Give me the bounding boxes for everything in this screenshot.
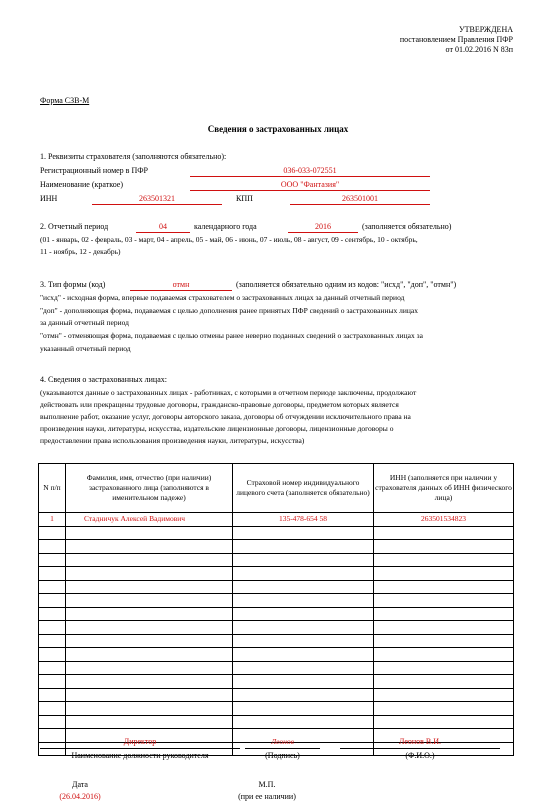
header-number: N п/п <box>39 464 66 513</box>
row-fio-cell <box>66 540 233 554</box>
document-title: Сведения о застрахованных лицах <box>207 124 349 134</box>
row-snils-cell <box>233 634 374 648</box>
row-snils-cell <box>233 607 374 621</box>
row-number-cell <box>39 540 66 554</box>
table-row <box>39 688 514 702</box>
table-row <box>39 675 514 689</box>
position-value: Директор <box>123 737 157 746</box>
row-fio-cell: Стадничук Алексей Вадимович <box>66 513 233 527</box>
row-number-cell <box>39 661 66 675</box>
row-fio-cell <box>66 607 233 621</box>
position-line <box>40 748 240 749</box>
row-fio-cell <box>66 580 233 594</box>
stamp-note: (при ее наличии) <box>238 792 296 801</box>
table-row <box>39 540 514 554</box>
reg-number-label: Регистрационный номер в ПФР <box>40 166 148 175</box>
inn-value: 263501321 <box>92 194 222 205</box>
inn-label: ИНН <box>40 194 58 203</box>
row-snils-cell <box>233 675 374 689</box>
months-line-2: 11 - ноябрь, 12 - декабрь) <box>40 247 121 256</box>
table-row <box>39 661 514 675</box>
row-snils-cell <box>233 553 374 567</box>
row-number-cell: 1 <box>39 513 66 527</box>
form-type-desc-3: за данный отчетный период <box>40 318 129 327</box>
insured-persons-table <box>38 463 514 756</box>
row-fio-cell <box>66 621 233 635</box>
row-snils-cell <box>233 648 374 662</box>
row-inn-cell <box>374 648 514 662</box>
section4-desc-2: действовать или прекращены трудовые договоры, гражданско-правовые договоры, предметом которых является <box>40 400 399 409</box>
form-type-value: отмн <box>130 280 232 291</box>
row-fio-cell <box>66 648 233 662</box>
section1-heading: 1. Реквизиты страхователя (заполняются обязательно): <box>40 152 227 161</box>
row-number-cell <box>39 675 66 689</box>
row-number-cell <box>39 553 66 567</box>
period-note: (заполняется обязательно) <box>362 222 452 231</box>
date-value: (26.04.2016) <box>59 792 101 801</box>
row-number-cell <box>39 526 66 540</box>
table-header-row <box>39 464 514 513</box>
section4-desc-1: (указываются данные о застрахованных лицах - работниках, с которыми в отчетном периоде заключены, продолжают <box>40 388 417 397</box>
form-type-label: 3. Тип формы (код) <box>40 280 106 289</box>
row-fio-cell <box>66 661 233 675</box>
table-row <box>39 567 514 581</box>
org-name-value: ООО "Фантазия" <box>190 180 430 191</box>
row-number-cell <box>39 567 66 581</box>
approval-line-2: постановлением Правления ПФР <box>399 35 513 44</box>
row-inn-cell <box>374 580 514 594</box>
row-inn-cell <box>374 553 514 567</box>
row-inn-cell <box>374 526 514 540</box>
row-snils-cell <box>233 526 374 540</box>
table-row <box>39 634 514 648</box>
row-number-cell <box>39 648 66 662</box>
row-inn-cell <box>374 607 514 621</box>
row-inn-cell <box>374 540 514 554</box>
row-snils-cell <box>233 702 374 716</box>
form-type-desc-2: "доп" - дополняющая форма, подаваемая с целью дополнения ранее принятых ПФР сведений о застрахованных лицах <box>40 306 418 315</box>
months-line-1: (01 - январь, 02 - февраль, 03 - март, 04 - апрель, 05 - май, 06 - июнь, 07 - июль, 08 - август, 09 - сентябрь, 10 - октябрь, <box>40 235 418 244</box>
fio-value: Леонов В.И. <box>398 737 442 746</box>
position-label: Наименование должности руководителя <box>71 751 209 760</box>
row-number-cell <box>39 702 66 716</box>
row-fio-cell <box>66 553 233 567</box>
row-snils-cell <box>233 661 374 675</box>
approval-line-1: УТВЕРЖДЕНА <box>458 25 513 34</box>
period-value: 04 <box>136 222 190 233</box>
table-row <box>39 715 514 729</box>
table-row <box>39 607 514 621</box>
row-number-cell <box>39 715 66 729</box>
table-row <box>39 702 514 716</box>
period-label: 2. Отчетный период <box>40 222 109 231</box>
section4-desc-5: предоставлении права использования произведения науки, литературы, искусства) <box>40 436 305 445</box>
row-inn-cell <box>374 567 514 581</box>
row-fio-cell <box>66 715 233 729</box>
year-label: календарного года <box>194 222 257 231</box>
row-inn-cell <box>374 702 514 716</box>
row-fio-cell <box>66 567 233 581</box>
row-inn-cell <box>374 715 514 729</box>
row-number-cell <box>39 621 66 635</box>
row-snils-cell <box>233 715 374 729</box>
form-type-desc-1: "исхд" - исходная форма, впервые подаваемая страхователем о застрахованных лицах за данный отчетный период <box>40 293 405 302</box>
table-row <box>39 526 514 540</box>
row-snils-cell <box>233 621 374 635</box>
row-snils-cell <box>233 567 374 581</box>
org-name-label: Наименование (краткое) <box>40 180 124 189</box>
table-row <box>39 648 514 662</box>
row-inn-cell <box>374 621 514 635</box>
stamp-label: М.П. <box>258 780 276 789</box>
row-inn-cell <box>374 675 514 689</box>
row-snils-cell <box>233 540 374 554</box>
row-number-cell <box>39 580 66 594</box>
row-fio-cell <box>66 526 233 540</box>
header-fio: Фамилия, имя, отчество (при наличии) застрахованного лица (заполняются в именительном падеже) <box>66 464 233 513</box>
reg-number-value: 036-033-072551 <box>190 166 430 177</box>
row-fio-cell <box>66 594 233 608</box>
row-inn-cell <box>374 661 514 675</box>
section4-heading: 4. Сведения о застрахованных лицах: <box>40 375 167 384</box>
header-snils: Страховой номер индивидуального лицевого счета (заполняется обязательно) <box>233 464 374 513</box>
row-snils-cell <box>233 688 374 702</box>
row-number-cell <box>39 634 66 648</box>
signature-line <box>245 748 320 749</box>
row-number-cell <box>39 594 66 608</box>
form-type-desc-5: указанный отчетный период <box>40 344 131 353</box>
fio-line <box>340 748 500 749</box>
header-inn: ИНН (заполняется при наличии у страхователя данных об ИНН физического лица) <box>374 464 514 513</box>
row-number-cell <box>39 607 66 621</box>
table-row <box>39 580 514 594</box>
kpp-label: КПП <box>236 194 253 203</box>
row-inn-cell <box>374 634 514 648</box>
row-snils-cell <box>233 594 374 608</box>
form-type-note: (заполняется обязательно одним из кодов: "исхд", "доп", "отмн") <box>236 280 457 289</box>
approval-line-3: от 01.02.2016 N 83п <box>445 45 513 54</box>
table-row <box>39 513 514 527</box>
table-row <box>39 594 514 608</box>
row-snils-cell <box>233 580 374 594</box>
row-fio-cell <box>66 634 233 648</box>
row-inn-cell: 263501534823 <box>374 513 514 527</box>
row-inn-cell <box>374 688 514 702</box>
form-type-desc-4: "отмн" - отменяющая форма, подаваемая с целью отмены ранее неверно поданных сведений о застрахованных лицах за <box>40 331 423 340</box>
row-fio-cell <box>66 688 233 702</box>
table-row <box>39 621 514 635</box>
table-row <box>39 553 514 567</box>
year-value: 2016 <box>288 222 358 233</box>
row-snils-cell: 135-478-654 58 <box>233 513 374 527</box>
row-fio-cell <box>66 702 233 716</box>
kpp-value: 263501001 <box>290 194 430 205</box>
date-label: Дата <box>72 780 88 789</box>
signature-label: (Подпись) <box>265 751 300 760</box>
fio-label: (Ф.И.О.) <box>405 751 435 760</box>
row-number-cell <box>39 688 66 702</box>
form-code: Форма СЗВ-М <box>40 96 90 105</box>
row-inn-cell <box>374 594 514 608</box>
row-fio-cell <box>66 675 233 689</box>
section4-desc-3: выполнение работ, оказание услуг, договоры авторского заказа, договоры об отчуждении исключительного права на <box>40 412 411 421</box>
signature-value: Леонов <box>271 737 294 746</box>
section4-desc-4: произведения науки, литературы, искусства, издательские лицензионные договоры, лицензионные договоры о <box>40 424 394 433</box>
